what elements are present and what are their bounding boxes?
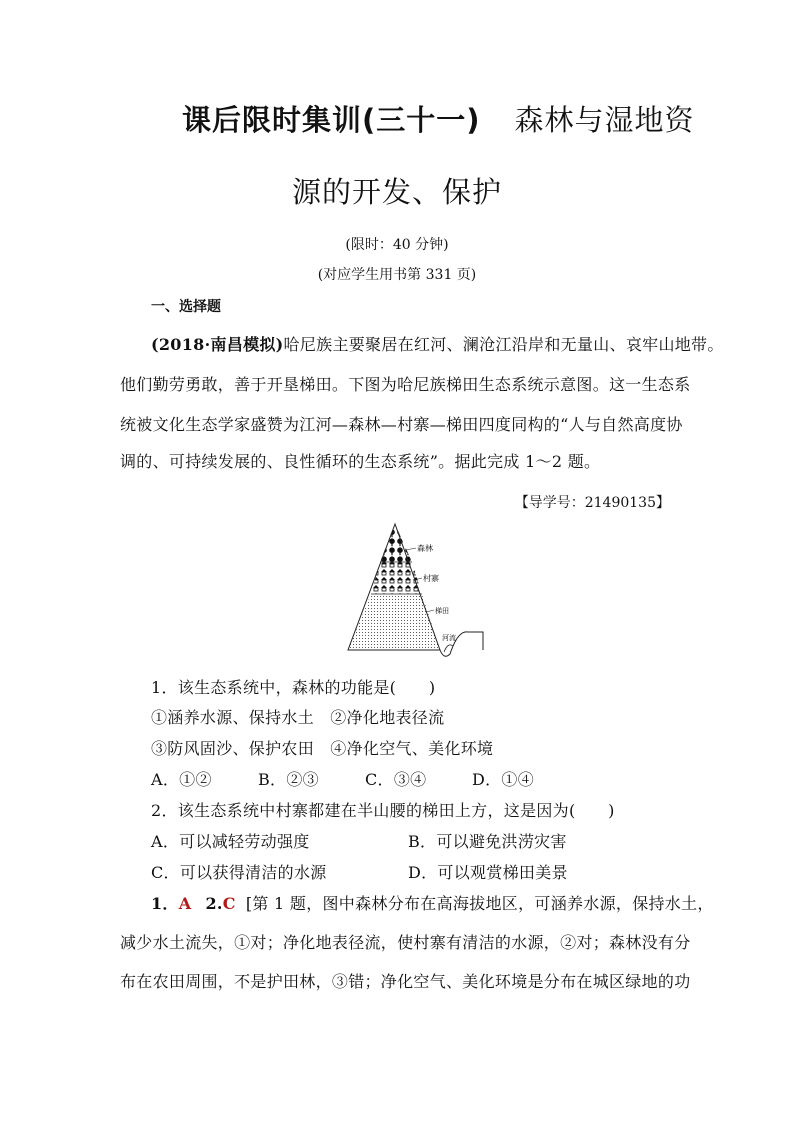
question-2-option-b: B．可以避免洪涝灾害 <box>408 832 567 851</box>
intro-line-2: 他们勤劳勇敢，善于开垦梯田。下图为哈尼族梯田生态系统示意图。这一生态系 <box>120 375 691 394</box>
question-1-option-d: D．①④ <box>472 770 535 789</box>
book-page-ref: (对应学生用书第 331 页) <box>317 267 477 283</box>
question-2-option-c: C．可以获得清洁的水源 <box>151 863 327 882</box>
page-title-line1 <box>182 98 695 139</box>
question-2-option-a: A．可以减轻劳动强度 <box>151 832 310 851</box>
intro-line-4: 调的、可持续发展的、良性循环的生态系统”。据此完成 1～2 题。 <box>120 452 601 471</box>
answer-line-3: 布在农田周围，不是护田林，③错；净化空气、美化环境是分布在城区绿地的功 <box>120 972 691 991</box>
question-1-statements-row1: ①涵养水源、保持水土 ②净化地表径流 <box>151 708 445 727</box>
terrace-zone <box>348 594 440 650</box>
section-heading: 一、选择题 <box>151 299 221 315</box>
forest-zone <box>380 524 412 562</box>
label-terraces: 梯田 <box>435 607 449 615</box>
question-1-option-b: B．②③ <box>258 770 319 789</box>
intro-line-3: 统被文化生态学家盛赞为江河—森林—村寨—梯田四度同构的“人与自然高度协 <box>120 415 683 434</box>
intro-line-1 <box>151 332 724 355</box>
title-series: 课后限时集训(三十一) <box>182 103 481 137</box>
question-1-statements-row2: ③防风固沙、保护农田 ④净化空气、美化环境 <box>151 739 494 758</box>
page-title-line2: 源的开发、保护 <box>291 175 502 209</box>
answer-2-value: C <box>222 894 236 913</box>
answer-1-value: A <box>178 894 192 913</box>
time-limit: (限时：40 分钟) <box>345 237 449 253</box>
terrace-ecosystem-diagram <box>340 520 490 662</box>
answer-1-number: 1． <box>151 894 179 913</box>
label-river: 河流 <box>442 634 456 642</box>
answer-2-number: 2. <box>205 894 223 913</box>
question-1-stem: 1．该生态系统中，森林的功能是( ) <box>151 678 436 697</box>
guide-number: 【导学号：21490135】 <box>514 495 670 511</box>
question-1-option-a: A．①② <box>151 770 212 789</box>
question-2-option-d: D．可以观赏梯田美景 <box>408 863 568 882</box>
question-1-option-c: C．③④ <box>365 770 427 789</box>
title-topic-part1: 森林与湿地资 <box>514 103 695 137</box>
answer-explanation-line1: [第 1 题，图中森林分布在高海拔地区，可涵养水源，保持水土， <box>245 894 714 913</box>
answer-line-1 <box>151 891 714 914</box>
label-forest: 森林 <box>417 544 433 553</box>
question-2-stem: 2．该生态系统中村寨都建在半山腰的梯田上方，这是因为( ) <box>151 801 615 820</box>
intro-line1-text: 哈尼族主要聚居在红河、澜沧江沿岸和无量山、哀牢山地带。 <box>283 335 724 354</box>
label-village: 村寨 <box>423 574 439 583</box>
answer-line-2: 减少水土流失，①对；净化地表径流，使村寨有清洁的水源，②对；森林没有分 <box>120 933 691 952</box>
intro-source: (2018·南昌模拟) <box>151 335 284 354</box>
